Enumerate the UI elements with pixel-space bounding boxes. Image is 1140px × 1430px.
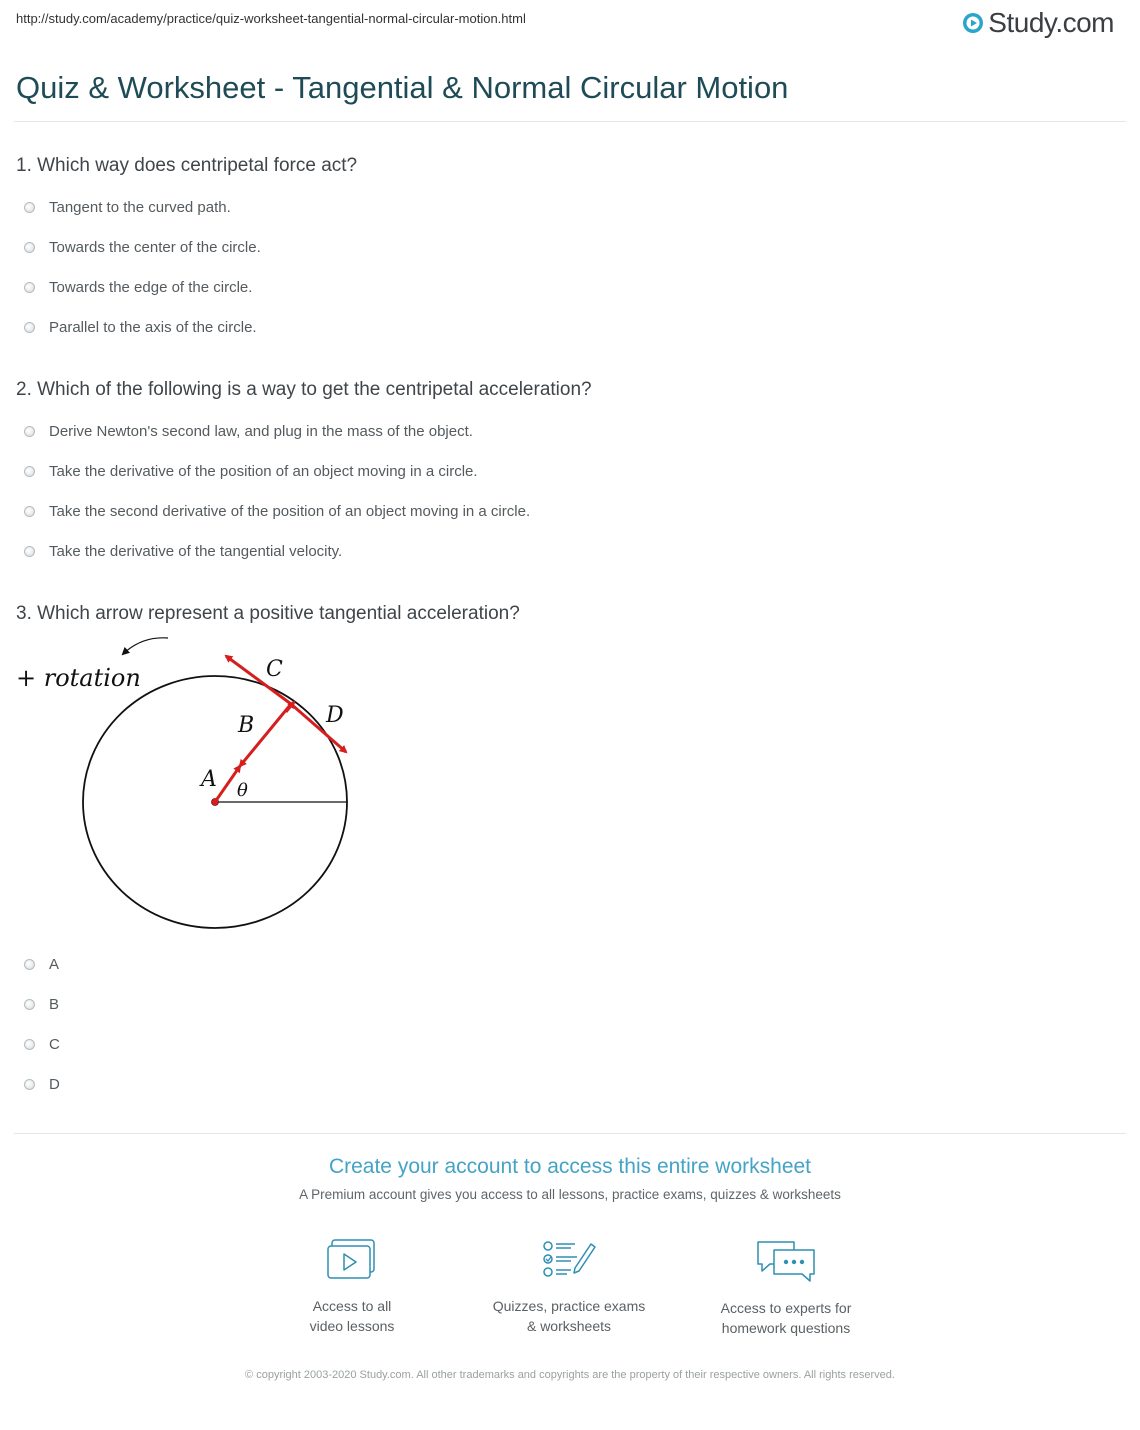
video-lesson-icon xyxy=(326,1238,378,1282)
radio-button[interactable] xyxy=(24,506,35,517)
circular-motion-diagram xyxy=(10,630,370,940)
option-label: Parallel to the axis of the circle. xyxy=(49,319,257,336)
option-label: C xyxy=(49,1036,60,1053)
question-1-option[interactable] xyxy=(24,239,261,256)
question-3-option[interactable] xyxy=(24,1036,60,1053)
option-label: Derive Newton's second law, and plug in the mass of the object. xyxy=(49,423,473,440)
option-label: Take the derivative of the position of an object moving in a circle. xyxy=(49,463,478,480)
chat-experts-icon xyxy=(754,1238,818,1284)
feature-label-line2: homework questions xyxy=(721,1320,851,1336)
quiz-checklist-icon xyxy=(541,1238,597,1282)
radio-button[interactable] xyxy=(24,282,35,293)
question-2-option[interactable] xyxy=(24,503,530,520)
radio-button[interactable] xyxy=(24,959,35,970)
radio-button[interactable] xyxy=(24,999,35,1010)
feature-label-line2: & worksheets xyxy=(526,1318,612,1334)
option-label: Towards the center of the circle. xyxy=(49,239,261,256)
label-c: C xyxy=(266,657,283,682)
logo-text: Study.com xyxy=(988,7,1114,38)
question-2-option[interactable] xyxy=(24,463,478,480)
page-title: Quiz & Worksheet - Tangential & Normal Circular Motion xyxy=(16,70,789,105)
label-b: B xyxy=(238,713,255,738)
rotation-label: + rotation xyxy=(16,664,141,692)
question-1-title: 1. Which way does centripetal force act? xyxy=(16,155,358,176)
page-url: http://study.com/academy/practice/quiz-worksheet-tangential-normal-circular-motion.html xyxy=(16,11,526,26)
option-label: A xyxy=(49,956,60,973)
feature-label-line1: Quizzes, practice exams xyxy=(492,1298,646,1314)
label-a: A xyxy=(201,767,217,792)
option-label: Take the second derivative of the position of an object moving in a circle. xyxy=(49,503,531,520)
option-label: Towards the edge of the circle. xyxy=(49,279,253,296)
question-1-option[interactable] xyxy=(24,199,231,216)
radio-button[interactable] xyxy=(24,202,35,213)
feature-label-line2: video lessons xyxy=(309,1318,395,1334)
option-label: Take the derivative of the tangential velocity. xyxy=(49,543,343,560)
feature-experts xyxy=(691,1238,881,1338)
copyright-footer: © copyright 2003-2020 Study.com. All other trademarks and copyrights are the property of their respective owners. All rights reserved. xyxy=(245,1369,895,1381)
radio-button[interactable] xyxy=(24,242,35,253)
rotation-arrow xyxy=(123,638,168,654)
question-3-option[interactable] xyxy=(24,996,59,1013)
question-2-option[interactable] xyxy=(24,543,342,560)
question-1-option[interactable] xyxy=(24,319,257,336)
feature-label-line1: Access to experts for xyxy=(720,1300,852,1316)
option-label: Tangent to the curved path. xyxy=(49,199,231,216)
radio-button[interactable] xyxy=(24,322,35,333)
radio-button[interactable] xyxy=(24,1039,35,1050)
label-d: D xyxy=(326,703,344,728)
question-2-title: 2. Which of the following is a way to get the centripetal acceleration? xyxy=(16,379,592,400)
question-3-title: 3. Which arrow represent a positive tangential acceleration? xyxy=(16,603,520,624)
radio-button[interactable] xyxy=(24,426,35,437)
study-logo[interactable] xyxy=(962,8,1114,38)
divider xyxy=(14,1133,1126,1134)
angle-label: θ xyxy=(237,780,248,801)
radio-button[interactable] xyxy=(24,466,35,477)
feature-quizzes xyxy=(474,1238,664,1336)
question-1-option[interactable] xyxy=(24,279,252,296)
question-3-option[interactable] xyxy=(24,956,59,973)
feature-video-lessons xyxy=(257,1238,447,1336)
divider xyxy=(14,121,1126,122)
question-3-option[interactable] xyxy=(24,1076,60,1093)
option-label: D xyxy=(49,1076,60,1093)
radio-button[interactable] xyxy=(24,546,35,557)
cta-title[interactable]: Create your account to access this entire worksheet xyxy=(328,1155,812,1178)
play-circle-icon xyxy=(962,12,984,34)
cta-subtitle: A Premium account gives you access to all lessons, practice exams, quizzes & worksheets xyxy=(299,1187,841,1202)
radio-button[interactable] xyxy=(24,1079,35,1090)
feature-label-line1: Access to all xyxy=(312,1298,392,1314)
question-2-option[interactable] xyxy=(24,423,473,440)
option-label: B xyxy=(49,996,60,1013)
